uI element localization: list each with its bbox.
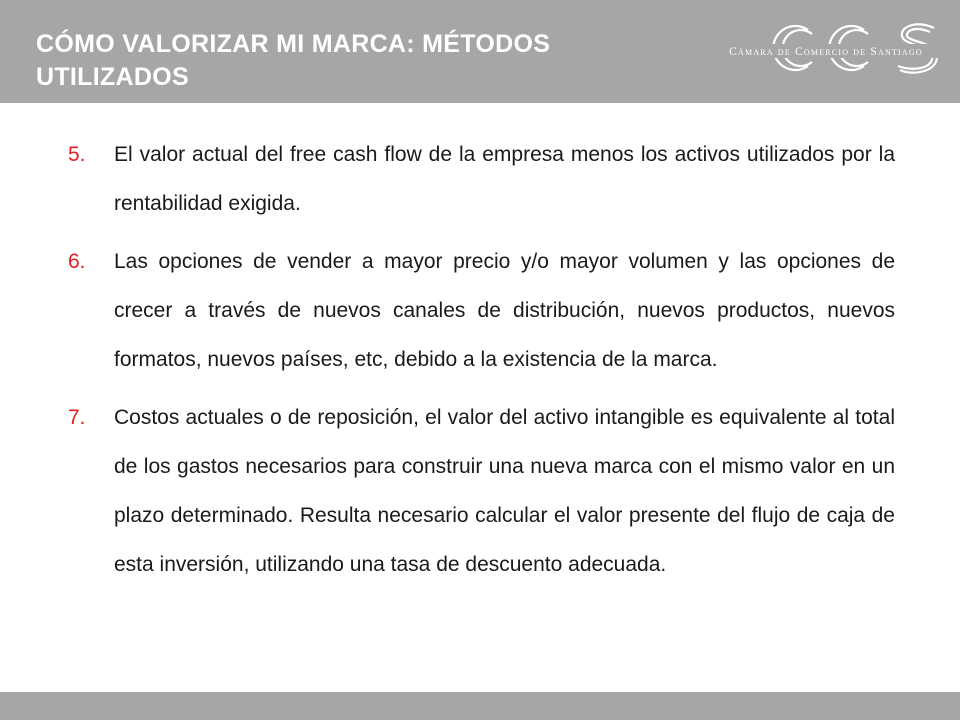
list-item-text: Las opciones de vender a mayor precio y/o mayor volumen y las opciones de crecer a través de nuevos canales de distribución, nuevos productos, nuevos formatos, nuevos países, etc, debido a la existencia de la marca. <box>114 250 895 371</box>
list-item-number: 7. <box>68 406 86 429</box>
logo-caption: Cámara de Comercio de Santiago <box>729 46 923 58</box>
list-item-text: Costos actuales o de reposición, el valor del activo intangible es equivalente al total de los gastos necesarios para construir una nueva marca con el mismo valor en un plazo determinado. Resulta necesario calcular el valor presente del flujo de caja de esta inversión, utilizando una tasa de descuento adecuada. <box>114 406 895 576</box>
slide-footer-bar <box>0 692 960 720</box>
list-item <box>68 130 895 228</box>
list-item-number: 5. <box>68 143 86 166</box>
slide-title: CÓMO VALORIZAR MI MARCA: MÉTODOS UTILIZADOS <box>36 30 551 91</box>
list-item <box>68 237 895 384</box>
slide-body <box>68 130 895 598</box>
ccs-logo <box>704 14 948 78</box>
list-item <box>68 393 895 589</box>
ccs-logo-graphic <box>704 14 948 78</box>
list-item-number: 6. <box>68 250 86 273</box>
slide-header <box>0 0 960 103</box>
list-item-text: El valor actual del free cash flow de la empresa menos los activos utilizados por la rentabilidad exigida. <box>114 143 895 215</box>
